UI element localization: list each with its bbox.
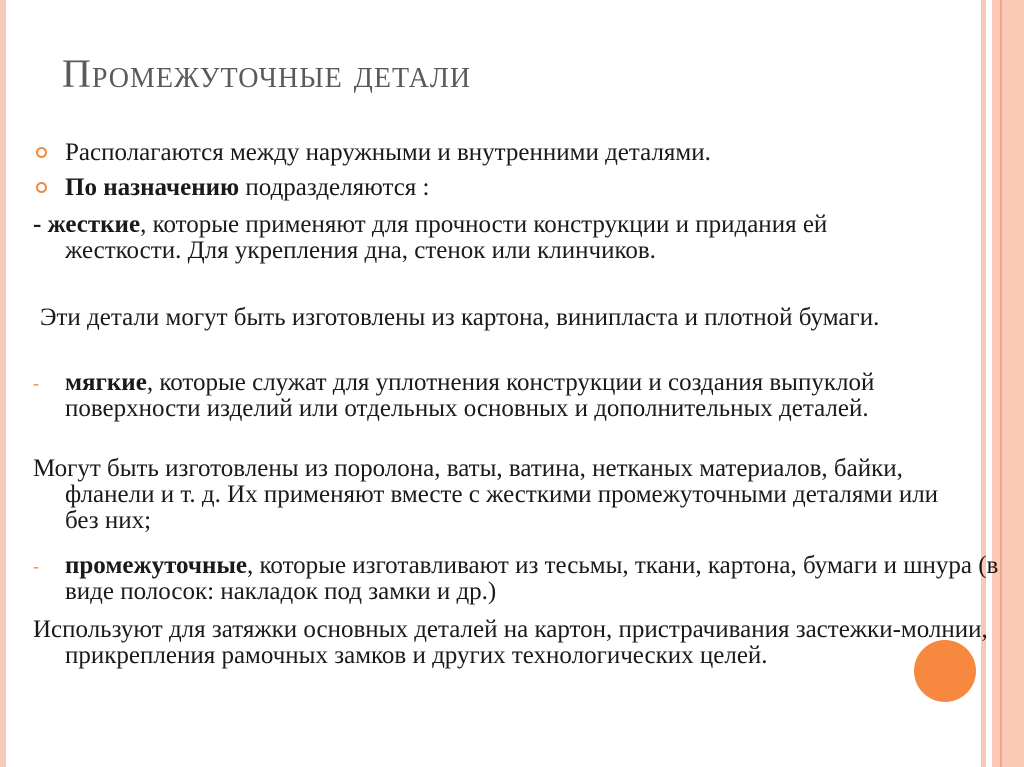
dash-icon: - (33, 373, 39, 393)
intro-line: Располагаются между наружными и внутренними деталями. (65, 139, 711, 166)
purpose-rest: подразделяются : (239, 174, 430, 201)
hard-prefix: - (33, 211, 48, 238)
mid-bold: промежуточные (65, 552, 248, 579)
hard-item (33, 212, 945, 264)
soft-rest: , которые служат для уплотнения конструкции и создания выпуклой поверхности изделий или отдельных основных и дополнительных деталей. (65, 369, 875, 422)
bullet-icon (36, 147, 47, 158)
hard-rest: , которые применяют для прочности конструкции и придания ей жесткости. Для укрепления дна, стенок или клинчиков. (65, 211, 828, 264)
mid-item (65, 553, 1015, 605)
mid-rest: , которые изготавливают из тесьмы, ткани, картона, бумаги и шнура (в виде полосок: накладок под замки и др.) (65, 552, 999, 605)
purpose-line (65, 175, 965, 201)
dash-icon: - (33, 556, 39, 576)
soft-note: Могут быть изготовлены из поролона, ваты, ватина, нетканых материалов, байки, фланели и т. д. Их применяют вместе с жесткими промежуточными деталями или без них; (33, 455, 939, 534)
slide-title: Промежуточные детали (62, 51, 472, 96)
soft-item (65, 370, 985, 422)
purpose-bold: По назначению (65, 174, 240, 201)
left-decor-stripe (0, 0, 6, 767)
soft-bold: мягкие (65, 369, 147, 396)
hard-bold: жесткие (47, 211, 141, 238)
bullet-icon (36, 182, 47, 193)
mid-note: Используют для затяжки основных деталей на картон, пристрачивания застежки-молнии, прикрепления рамочных замков и других технологических целей. (33, 616, 988, 669)
hard-note: Эти детали могут быть изготовлены из картона, винипласта и плотной бумаги. (40, 304, 880, 331)
